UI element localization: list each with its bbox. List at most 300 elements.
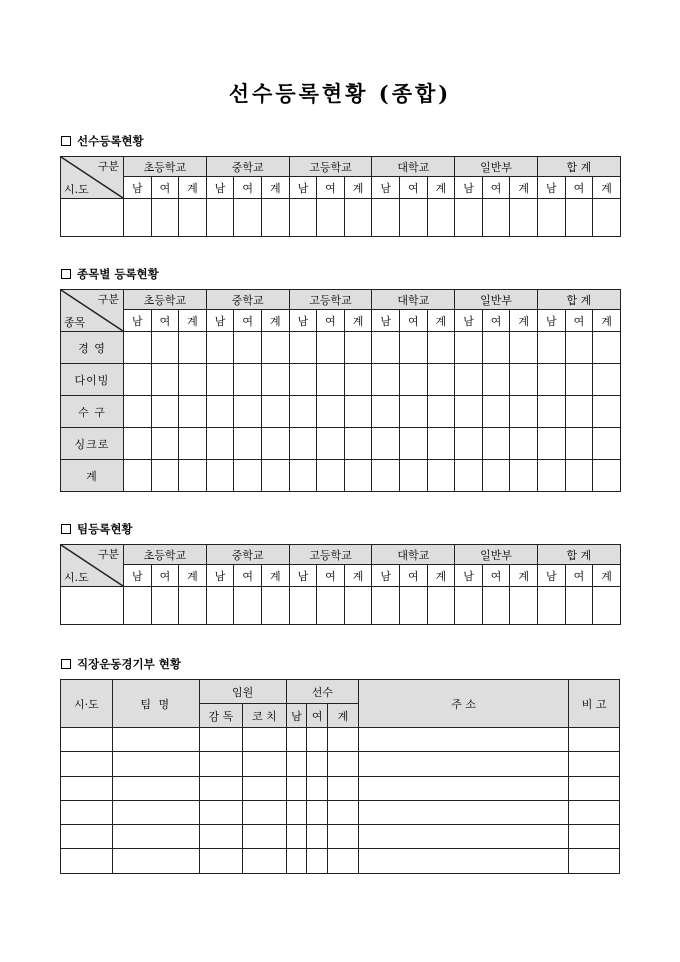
gender-header: 여 xyxy=(565,310,593,332)
gender-header: 여 xyxy=(565,177,593,199)
data-cell xyxy=(317,364,345,396)
gender-header: 남 xyxy=(289,177,317,199)
data-cell xyxy=(344,364,372,396)
section-title: 직장운동경기부 현황 xyxy=(77,657,181,671)
data-cell xyxy=(569,800,620,824)
table-row xyxy=(61,776,620,800)
data-cell xyxy=(261,199,289,237)
data-cell xyxy=(112,776,199,800)
category-header: 합 계 xyxy=(538,545,621,565)
data-cell xyxy=(286,728,307,752)
data-cell xyxy=(307,752,328,776)
checkbox-square-icon xyxy=(61,659,71,669)
data-cell xyxy=(359,728,569,752)
data-cell xyxy=(206,587,234,625)
category-header: 초등학교 xyxy=(124,290,207,310)
row-label: 다이빙 xyxy=(61,364,124,396)
data-cell xyxy=(359,825,569,849)
col-address: 주 소 xyxy=(359,680,569,728)
data-cell xyxy=(482,396,510,428)
data-cell xyxy=(565,587,593,625)
data-cell xyxy=(234,199,262,237)
data-cell xyxy=(61,728,113,752)
data-cell xyxy=(234,428,262,460)
data-cell xyxy=(510,396,538,428)
data-cell xyxy=(151,396,179,428)
data-cell xyxy=(569,776,620,800)
data-cell xyxy=(565,460,593,492)
data-cell xyxy=(427,428,455,460)
category-header: 고등학교 xyxy=(289,290,372,310)
gender-header: 남 xyxy=(455,310,483,332)
data-cell xyxy=(400,428,428,460)
data-cell xyxy=(124,396,152,428)
data-cell xyxy=(538,332,566,364)
gender-header: 남 xyxy=(124,310,152,332)
data-cell xyxy=(289,460,317,492)
data-cell xyxy=(372,460,400,492)
data-cell xyxy=(206,428,234,460)
gender-header: 남 xyxy=(455,565,483,587)
table-row xyxy=(61,364,621,396)
gender-header: 남 xyxy=(538,177,566,199)
col-note: 비 고 xyxy=(569,680,620,728)
data-cell xyxy=(179,428,207,460)
data-cell xyxy=(565,364,593,396)
data-cell xyxy=(112,849,199,873)
data-cell xyxy=(124,587,152,625)
category-header: 합 계 xyxy=(538,157,621,177)
category-header: 중학교 xyxy=(206,290,289,310)
gender-header: 계 xyxy=(344,310,372,332)
diagonal-header-cell xyxy=(61,545,124,587)
data-cell xyxy=(289,428,317,460)
data-cell xyxy=(427,199,455,237)
category-header: 초등학교 xyxy=(124,545,207,565)
data-cell xyxy=(372,364,400,396)
data-cell xyxy=(359,800,569,824)
data-cell xyxy=(317,332,345,364)
gender-header: 계 xyxy=(427,177,455,199)
data-cell xyxy=(317,587,345,625)
player-registration-table xyxy=(60,156,621,237)
gender-header: 계 xyxy=(427,565,455,587)
gender-header: 계 xyxy=(344,177,372,199)
category-header: 대학교 xyxy=(372,157,455,177)
data-cell xyxy=(400,396,428,428)
data-cell xyxy=(328,825,359,849)
data-cell xyxy=(455,587,483,625)
data-cell xyxy=(344,587,372,625)
data-cell xyxy=(234,332,262,364)
data-cell xyxy=(328,800,359,824)
section-title: 종목별 등록현황 xyxy=(77,267,159,281)
data-cell xyxy=(151,460,179,492)
gender-header: 계 xyxy=(427,310,455,332)
gender-header: 여 xyxy=(565,565,593,587)
data-cell xyxy=(206,364,234,396)
data-cell xyxy=(482,332,510,364)
data-cell xyxy=(199,728,242,752)
col-male: 남 xyxy=(286,704,307,728)
data-cell xyxy=(261,332,289,364)
gender-header: 여 xyxy=(151,310,179,332)
data-cell xyxy=(317,199,345,237)
data-cell xyxy=(61,825,113,849)
data-cell xyxy=(565,199,593,237)
diag-label-bottom: 시.도 xyxy=(64,571,89,584)
data-cell xyxy=(455,396,483,428)
data-cell xyxy=(289,364,317,396)
data-cell xyxy=(289,587,317,625)
data-cell xyxy=(372,396,400,428)
data-cell xyxy=(112,800,199,824)
data-cell xyxy=(61,199,124,237)
data-cell xyxy=(328,776,359,800)
gender-header: 계 xyxy=(593,310,621,332)
data-cell xyxy=(400,587,428,625)
row-label: 경 영 xyxy=(61,332,124,364)
data-cell xyxy=(538,587,566,625)
data-cell xyxy=(234,460,262,492)
data-cell xyxy=(206,396,234,428)
section-title: 팀등록현황 xyxy=(77,522,133,536)
gender-header: 여 xyxy=(482,310,510,332)
section-heading-team-registration xyxy=(61,521,133,537)
diag-label-top: 구분 xyxy=(97,160,119,173)
gender-header: 남 xyxy=(538,310,566,332)
data-cell xyxy=(538,428,566,460)
data-cell xyxy=(593,364,621,396)
data-cell xyxy=(344,460,372,492)
data-cell xyxy=(510,587,538,625)
data-cell xyxy=(124,199,152,237)
data-cell xyxy=(317,460,345,492)
data-cell xyxy=(286,849,307,873)
table-row xyxy=(61,396,621,428)
category-header: 일반부 xyxy=(455,290,538,310)
gender-header: 여 xyxy=(234,565,262,587)
diag-label-top: 구분 xyxy=(97,293,119,306)
data-cell xyxy=(61,849,113,873)
col-coach: 코 치 xyxy=(243,704,286,728)
data-cell xyxy=(151,364,179,396)
data-cell xyxy=(179,332,207,364)
data-cell xyxy=(565,332,593,364)
data-cell xyxy=(510,332,538,364)
table-row xyxy=(61,825,620,849)
data-cell xyxy=(61,752,113,776)
gender-header: 여 xyxy=(400,310,428,332)
diagonal-header-cell xyxy=(61,157,124,199)
category-header: 대학교 xyxy=(372,545,455,565)
data-cell xyxy=(179,587,207,625)
data-cell xyxy=(124,460,152,492)
data-cell xyxy=(510,364,538,396)
table-row xyxy=(61,800,620,824)
gender-header: 계 xyxy=(261,177,289,199)
gender-header: 남 xyxy=(455,177,483,199)
data-cell xyxy=(289,332,317,364)
category-header: 대학교 xyxy=(372,290,455,310)
data-cell xyxy=(328,728,359,752)
row-label: 싱크로 xyxy=(61,428,124,460)
data-cell xyxy=(286,800,307,824)
data-cell xyxy=(199,849,242,873)
data-cell xyxy=(151,332,179,364)
data-cell xyxy=(565,396,593,428)
data-cell xyxy=(482,460,510,492)
data-cell xyxy=(307,800,328,824)
gender-header: 여 xyxy=(400,177,428,199)
data-cell xyxy=(455,364,483,396)
data-cell xyxy=(359,752,569,776)
col-team-name: 팀 명 xyxy=(112,680,199,728)
data-cell xyxy=(593,587,621,625)
data-cell xyxy=(427,587,455,625)
data-cell xyxy=(61,800,113,824)
data-cell xyxy=(151,428,179,460)
data-cell xyxy=(199,825,242,849)
category-header: 고등학교 xyxy=(289,157,372,177)
gender-header: 계 xyxy=(179,310,207,332)
data-cell xyxy=(455,428,483,460)
gender-header: 계 xyxy=(510,565,538,587)
section-title: 선수등록현황 xyxy=(77,134,144,148)
gender-header: 계 xyxy=(179,565,207,587)
data-cell xyxy=(328,752,359,776)
data-cell xyxy=(206,199,234,237)
gender-header: 여 xyxy=(151,177,179,199)
category-header: 합 계 xyxy=(538,290,621,310)
data-cell xyxy=(179,396,207,428)
data-cell xyxy=(261,396,289,428)
data-cell xyxy=(593,396,621,428)
category-header: 고등학교 xyxy=(289,545,372,565)
data-cell xyxy=(199,776,242,800)
data-cell xyxy=(427,332,455,364)
event-registration-table xyxy=(60,289,621,492)
data-cell xyxy=(179,199,207,237)
data-cell xyxy=(455,199,483,237)
data-cell xyxy=(400,332,428,364)
data-cell xyxy=(569,849,620,873)
checkbox-square-icon xyxy=(61,136,71,146)
col-sido: 시·도 xyxy=(61,680,113,728)
data-cell xyxy=(307,849,328,873)
gender-header: 남 xyxy=(124,177,152,199)
data-cell xyxy=(359,849,569,873)
gender-header: 계 xyxy=(510,177,538,199)
diagonal-header-cell xyxy=(61,290,124,332)
gender-header: 여 xyxy=(317,310,345,332)
checkbox-square-icon xyxy=(61,524,71,534)
gender-header: 여 xyxy=(234,310,262,332)
data-cell xyxy=(307,825,328,849)
data-cell xyxy=(482,428,510,460)
table-row xyxy=(61,428,621,460)
data-cell xyxy=(234,587,262,625)
page-title: 선수등록현황 (종합) xyxy=(228,81,452,106)
col-staff: 임원 xyxy=(199,680,286,704)
data-cell xyxy=(427,364,455,396)
gender-header: 계 xyxy=(510,310,538,332)
section-heading-player-registration xyxy=(61,133,144,149)
gender-header: 남 xyxy=(206,177,234,199)
category-header: 일반부 xyxy=(455,545,538,565)
data-cell xyxy=(593,460,621,492)
data-cell xyxy=(261,364,289,396)
data-cell xyxy=(372,587,400,625)
data-cell xyxy=(455,460,483,492)
data-cell xyxy=(400,199,428,237)
gender-header: 남 xyxy=(289,565,317,587)
data-cell xyxy=(569,728,620,752)
data-cell xyxy=(307,776,328,800)
checkbox-square-icon xyxy=(61,269,71,279)
data-cell xyxy=(593,428,621,460)
workplace-teams-table xyxy=(60,679,620,874)
data-cell xyxy=(243,752,286,776)
gender-header: 계 xyxy=(593,565,621,587)
data-cell xyxy=(112,825,199,849)
data-cell xyxy=(124,332,152,364)
gender-header: 여 xyxy=(234,177,262,199)
data-cell xyxy=(538,199,566,237)
data-cell xyxy=(317,428,345,460)
gender-header: 남 xyxy=(538,565,566,587)
data-cell xyxy=(243,776,286,800)
data-cell xyxy=(593,199,621,237)
data-cell xyxy=(261,428,289,460)
data-cell xyxy=(286,825,307,849)
gender-header: 남 xyxy=(289,310,317,332)
col-total: 계 xyxy=(328,704,359,728)
category-header: 중학교 xyxy=(206,545,289,565)
gender-header: 여 xyxy=(482,177,510,199)
gender-header: 남 xyxy=(206,565,234,587)
row-label: 수 구 xyxy=(61,396,124,428)
data-cell xyxy=(243,825,286,849)
gender-header: 계 xyxy=(261,565,289,587)
data-cell xyxy=(538,364,566,396)
data-cell xyxy=(510,460,538,492)
data-cell xyxy=(234,364,262,396)
table-row xyxy=(61,849,620,873)
gender-header: 여 xyxy=(400,565,428,587)
section-heading-workplace-teams xyxy=(61,656,181,672)
data-cell xyxy=(206,460,234,492)
category-header: 초등학교 xyxy=(124,157,207,177)
data-cell xyxy=(372,199,400,237)
data-cell xyxy=(286,776,307,800)
data-cell xyxy=(482,587,510,625)
gender-header: 남 xyxy=(206,310,234,332)
data-cell xyxy=(569,752,620,776)
gender-header: 남 xyxy=(124,565,152,587)
data-cell xyxy=(565,428,593,460)
data-cell xyxy=(317,396,345,428)
data-cell xyxy=(344,332,372,364)
col-director: 감 독 xyxy=(199,704,242,728)
data-cell xyxy=(538,460,566,492)
data-cell xyxy=(112,728,199,752)
data-cell xyxy=(261,460,289,492)
data-cell xyxy=(289,199,317,237)
data-cell xyxy=(199,752,242,776)
data-cell xyxy=(124,428,152,460)
diag-label-bottom: 시.도 xyxy=(64,183,89,196)
data-cell xyxy=(199,800,242,824)
col-female: 여 xyxy=(307,704,328,728)
gender-header: 남 xyxy=(372,565,400,587)
data-cell xyxy=(593,332,621,364)
data-cell xyxy=(61,776,113,800)
category-header: 중학교 xyxy=(206,157,289,177)
gender-header: 남 xyxy=(372,310,400,332)
section-heading-event-registration xyxy=(61,266,159,282)
data-cell xyxy=(372,332,400,364)
data-cell xyxy=(372,428,400,460)
table-row xyxy=(61,199,621,237)
data-cell xyxy=(427,460,455,492)
data-cell xyxy=(400,460,428,492)
data-cell xyxy=(289,396,317,428)
table-row xyxy=(61,460,621,492)
row-label: 계 xyxy=(61,460,124,492)
data-cell xyxy=(510,199,538,237)
gender-header: 여 xyxy=(317,177,345,199)
data-cell xyxy=(151,587,179,625)
gender-header: 계 xyxy=(179,177,207,199)
team-registration-table xyxy=(60,544,621,625)
data-cell xyxy=(261,587,289,625)
diag-label-top: 구분 xyxy=(97,548,119,561)
gender-header: 여 xyxy=(482,565,510,587)
data-cell xyxy=(112,752,199,776)
data-cell xyxy=(243,728,286,752)
data-cell xyxy=(344,199,372,237)
table-row xyxy=(61,728,620,752)
data-cell xyxy=(344,396,372,428)
table-row xyxy=(61,332,621,364)
data-cell xyxy=(427,396,455,428)
category-header: 일반부 xyxy=(455,157,538,177)
diag-label-bottom: 종목 xyxy=(64,316,86,329)
data-cell xyxy=(234,396,262,428)
gender-header: 남 xyxy=(372,177,400,199)
data-cell xyxy=(400,364,428,396)
gender-header: 계 xyxy=(261,310,289,332)
data-cell xyxy=(151,199,179,237)
gender-header: 계 xyxy=(593,177,621,199)
data-cell xyxy=(510,428,538,460)
table-row xyxy=(61,752,620,776)
data-cell xyxy=(538,396,566,428)
data-cell xyxy=(307,728,328,752)
data-cell xyxy=(328,849,359,873)
data-cell xyxy=(243,800,286,824)
data-cell xyxy=(482,199,510,237)
data-cell xyxy=(179,364,207,396)
data-cell xyxy=(206,332,234,364)
gender-header: 여 xyxy=(317,565,345,587)
data-cell xyxy=(124,364,152,396)
data-cell xyxy=(286,752,307,776)
gender-header: 여 xyxy=(151,565,179,587)
gender-header: 계 xyxy=(344,565,372,587)
data-cell xyxy=(243,849,286,873)
